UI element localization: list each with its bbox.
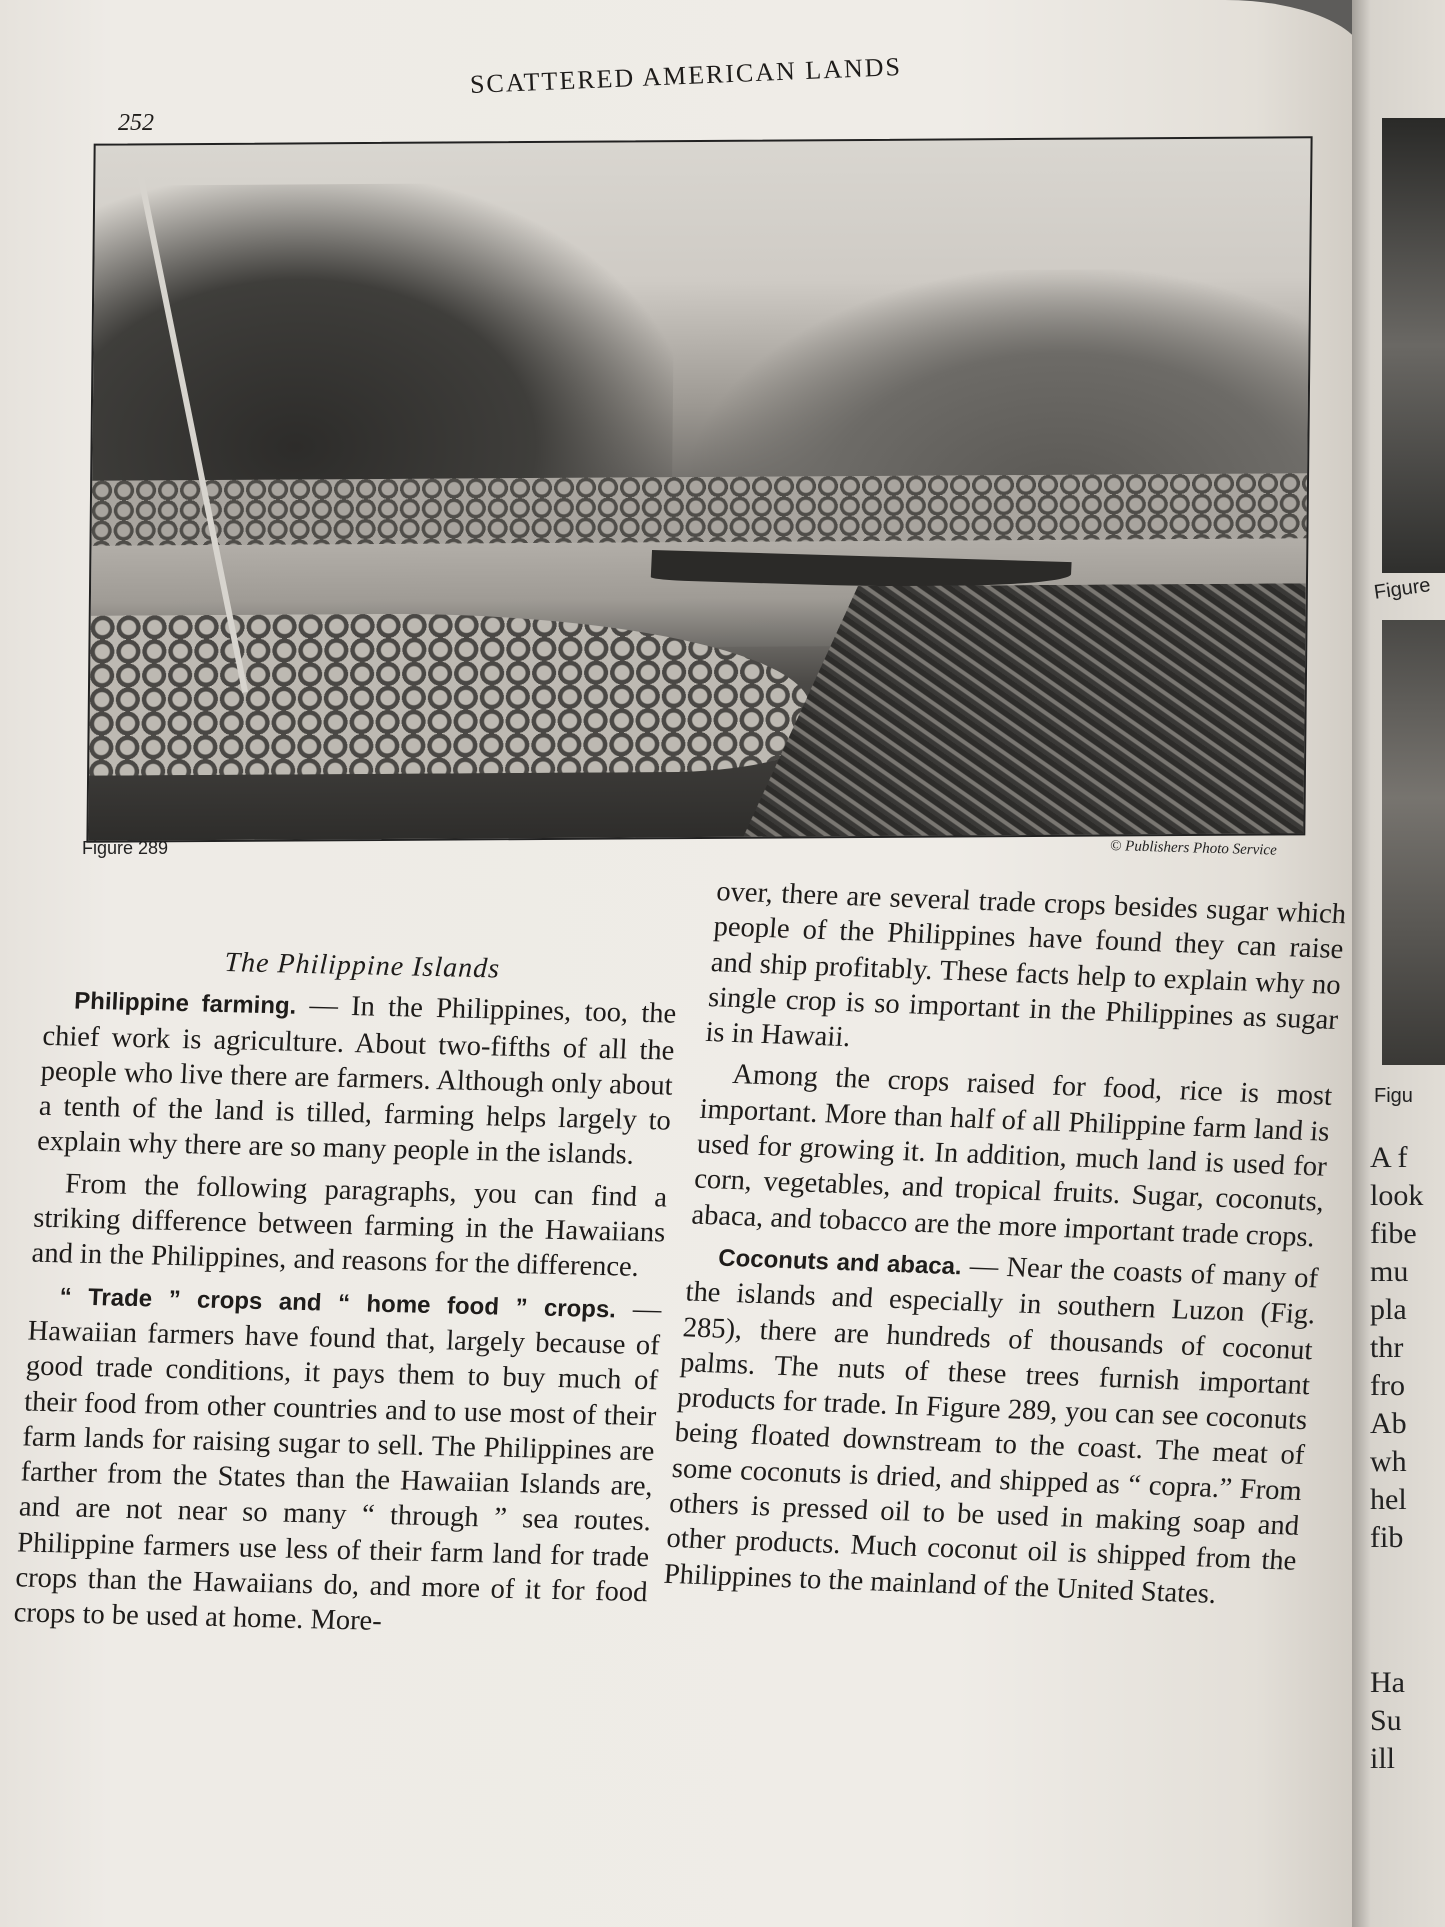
adjacent-text-fragment: pla (1370, 1293, 1407, 1326)
paragraph-text: Among the crops raised for food, rice is most important. More than half of all Philippine farm land is used for growing it. In addition, much land is used for corn, vegetables, and tropical fruits. Sugar, coconuts, abaca, and tobacco are the more important trade crops. (690, 1059, 1334, 1253)
adjacent-page-edge (1352, 0, 1445, 1927)
adjacent-text-fragment: wh (1370, 1445, 1407, 1478)
adjacent-text-fragment: A f (1370, 1141, 1408, 1174)
adjacent-text-fragment: fro (1370, 1369, 1405, 1402)
adjacent-caption-top: Figure (1372, 574, 1432, 604)
paragraph-difference (31, 1165, 668, 1286)
paragraph-coconuts-abaca (663, 1238, 1320, 1614)
page-number: 252 (118, 110, 154, 136)
paragraph-heading: Coconuts and abaca. (717, 1244, 963, 1281)
adjacent-photo-top (1382, 118, 1445, 573)
adjacent-text-fragment: fibe (1370, 1217, 1417, 1250)
adjacent-text-fragment: thr (1370, 1331, 1404, 1364)
paragraph-heading: Philippine farming. (73, 987, 297, 1021)
left-column (13, 941, 679, 1646)
paragraph-continued (704, 874, 1347, 1073)
adjacent-caption-bottom: Figu (1374, 1085, 1413, 1107)
figure-label: Figure 289 (82, 838, 169, 858)
adjacent-text-fragment: look (1370, 1179, 1424, 1212)
adjacent-text-fragment: Ha (1370, 1666, 1405, 1699)
section-title: The Philippine Islands (223, 947, 501, 985)
adjacent-text-fragment: mu (1370, 1255, 1409, 1288)
adjacent-text-fragment: fib (1370, 1521, 1404, 1554)
adjacent-text-fragment: hel (1370, 1483, 1407, 1516)
paragraph-philippine-farming (36, 982, 677, 1174)
paragraph-text: From the following paragraphs, you can find a striking difference between farming in the Hawaiians and in the Philippines, and reasons for the difference. (30, 1168, 668, 1284)
photo-floating-coconuts-back (91, 473, 1307, 545)
figure-photo (86, 136, 1312, 843)
running-head: SCATTERED AMERICAN LANDS (469, 51, 903, 99)
paragraph-text: — Hawaiian farmers have found that, largely because of good trade conditions, it pays them to buy much of their food from other countries and to use most of their farm lands for raising sugar to sell. The Philippines are farther from the States than the Hawaiian Islands are, and are not near so many “ through ” sea routes. Philippine farmers use less of their farm land for trade crops than the Hawaiians do, and more of it for food crops to be used at home. More- (13, 1293, 663, 1638)
paragraph-text: over, there are several trade crops besides sugar which people of the Philippines have found they can raise and ship profitably. These facts help to explain why no single crop is so important in the Philippines as sugar is in Hawaii. (704, 876, 1348, 1054)
paragraph-heading: “ Trade ” crops and “ home food ” crops. (58, 1282, 617, 1324)
paragraph-text: — Near the coasts of many of the islands and especially in southern Luzon (Fig. 285), there are hundreds of thousands of coconut palms. The nuts of these trees furnish important products for trade. In Figure 289, you can see coconuts being floated downstream to the coast. The meat of some coconuts is dried, and shipped as “ copra.” From others is pressed oil to be used in making soap and other products. Much coconut oil is shipped from the Philippines to the mainland of the United States. (662, 1250, 1320, 1610)
paragraph-trade-crops (13, 1277, 662, 1646)
adjacent-text-fragment: Su (1370, 1704, 1402, 1737)
paragraph-food-crops (690, 1056, 1333, 1255)
paragraph-text: — In the Philippines, too, the chief work is agriculture. About two-fifths of all the people who live there are farmers. Although only about a tenth of the land is tilled, farming helps largely to explain why there are so many people in the islands. (36, 990, 677, 1172)
adjacent-text-fragment: Ab (1370, 1407, 1407, 1440)
photo-hills (687, 268, 1309, 502)
adjacent-text-fragment: ill (1370, 1742, 1396, 1775)
adjacent-photo-bottom (1382, 620, 1445, 1065)
right-column (663, 874, 1348, 1614)
photo-credit: © Publishers Photo Service (1109, 838, 1277, 859)
